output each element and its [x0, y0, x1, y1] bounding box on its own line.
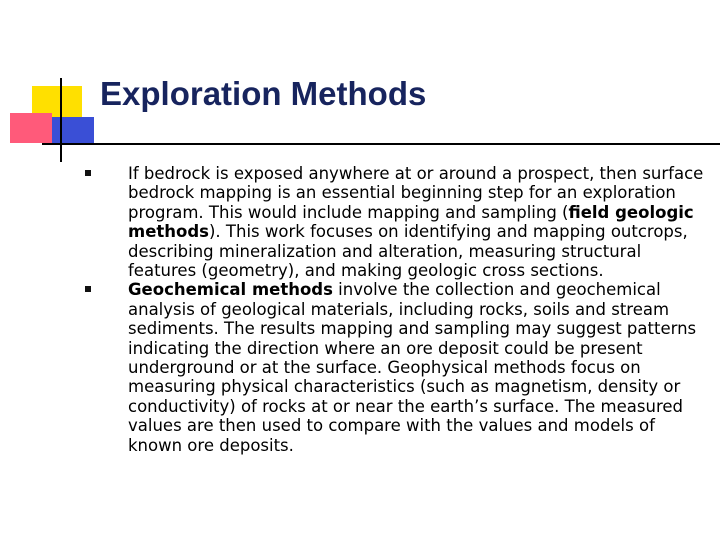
bullet-item-field-methods [85, 164, 705, 280]
bullet-emphasis: Geochemical methods [128, 280, 333, 300]
bullet-emphasis: field geologic methods [128, 202, 694, 242]
decor-vertical-rule [60, 78, 62, 162]
bullet-text: If bedrock is exposed anywhere at or around a prospect, then surface bedrock mapping is an essential beginning step for an exploration program. This would include mapping and sampling ( [128, 164, 704, 222]
bullet-text: ). This work focuses on identifying and mapping outcrops, describing mineralization and alteration, measuring structural features (geometry), and making geologic cross sections. [128, 222, 688, 281]
decor-pink-square [10, 113, 52, 143]
bullet-list [85, 164, 705, 455]
title-underline-rule [42, 143, 720, 145]
bullet-text: involve the collection and geochemical analysis of geological materials, including rocks, soils and stream sediments. The results mapping and sampling may suggest patterns indicating the direction where an ore deposit could be present underground or at the surface. Geophysical methods focus on measuring physical characteristics (such as magnetism, density or conductivity) of rocks at or near the earth’s surface. The measured values are then used to compare with the values and models of known ore deposits. [128, 280, 697, 455]
square-bullet-icon [85, 170, 91, 176]
decor-blue-square [52, 117, 94, 143]
slide-title: Exploration Methods [100, 75, 427, 112]
bullet-item-geochemical-methods [85, 280, 705, 455]
square-bullet-icon [85, 286, 91, 292]
